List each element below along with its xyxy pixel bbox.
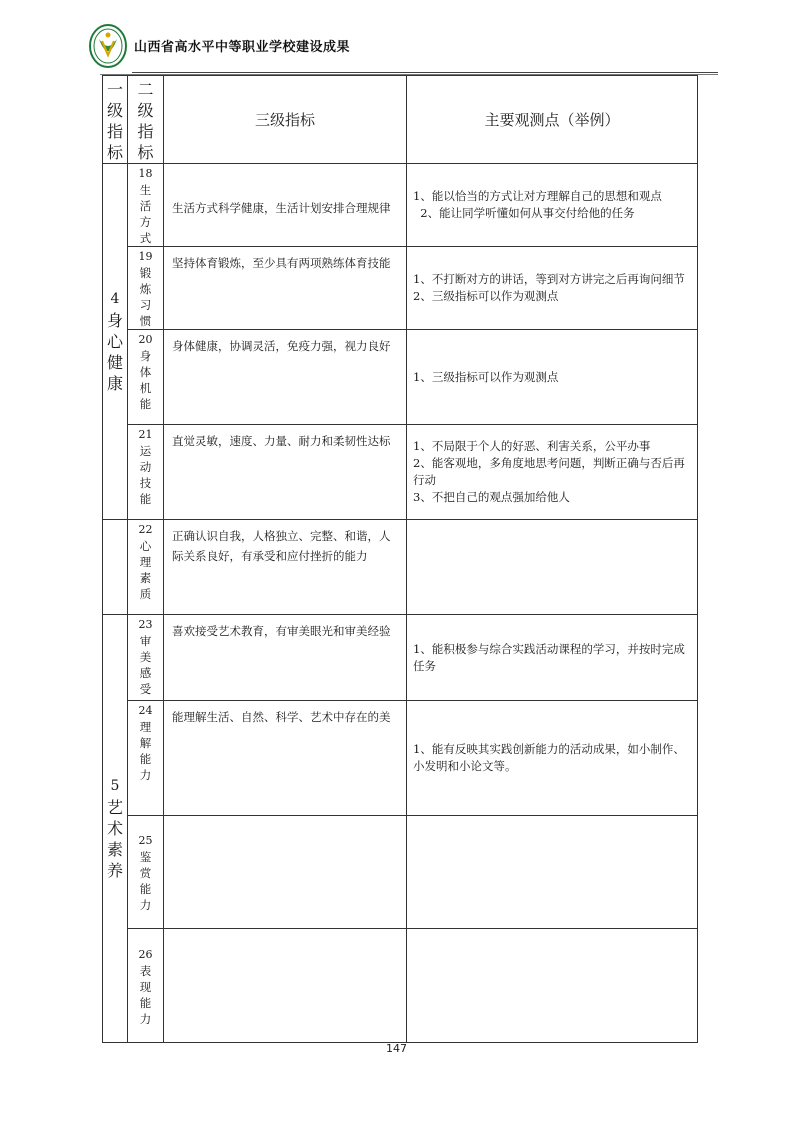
group-char: 健 xyxy=(106,353,123,372)
group-char: 心 xyxy=(106,332,123,351)
subindicator-char: 心 xyxy=(139,539,152,553)
header-title: 山西省高水平中等职业学校建设成果 xyxy=(134,40,351,55)
header-level1-char: 指 xyxy=(106,122,123,141)
subindicator-char: 惯 xyxy=(139,314,152,328)
subindicator-char: 体 xyxy=(139,365,152,379)
subindicator-23 xyxy=(128,615,164,701)
table-row xyxy=(103,330,698,425)
group-art-literacy xyxy=(103,615,128,1043)
subindicator-number: 23 xyxy=(138,618,153,631)
subindicator-number: 25 xyxy=(138,834,153,847)
indicator-table xyxy=(102,75,698,1043)
group-char: 养 xyxy=(106,861,123,880)
subindicator-char: 审 xyxy=(139,634,152,648)
subindicator-char: 生 xyxy=(139,183,152,197)
observation-line: 1、三级指标可以作为观测点 xyxy=(413,369,559,384)
table-row xyxy=(103,164,698,247)
subindicator-number: 18 xyxy=(138,167,153,180)
observation-line: 1、能有反映其实践创新能力的活动成果，如小制作、小发明和小论文等。 xyxy=(413,742,685,773)
observation-line: 1、能以恰当的方式让对方理解自己的思想和观点 xyxy=(413,189,662,203)
observation-cell xyxy=(407,701,698,816)
subindicator-char: 身 xyxy=(139,349,152,363)
group-char: 身 xyxy=(106,311,123,330)
subindicator-21 xyxy=(128,425,164,520)
level3-text xyxy=(164,816,407,929)
observation-cell xyxy=(407,330,698,425)
observation-line: 2、能让同学听懂如何从事交付给他的任务 xyxy=(413,206,635,220)
observation-line: 1、不局限于个人的好恶、利害关系，公平办事 xyxy=(413,439,651,453)
observation-cell xyxy=(407,425,698,520)
subindicator-18 xyxy=(128,164,164,247)
group-number: 5 xyxy=(110,778,120,794)
level3-text xyxy=(164,929,407,1043)
group-physical-mental-health xyxy=(103,164,128,520)
level3-text: 能理解生活、自然、科学、艺术中存在的美 xyxy=(164,701,407,816)
group-number: 4 xyxy=(110,291,120,307)
header-level1-char: 标 xyxy=(106,143,123,162)
observation-cell xyxy=(407,520,698,615)
observation-line: 1、能积极参与综合实践活动课程的学习，并按时完成任务 xyxy=(413,641,685,673)
subindicator-char: 能 xyxy=(139,492,152,506)
subindicator-char: 理 xyxy=(139,555,152,569)
observation-cell xyxy=(407,247,698,330)
header-level2 xyxy=(128,76,164,164)
group-char: 艺 xyxy=(106,798,123,817)
table-row xyxy=(103,929,698,1043)
observation-cell xyxy=(407,164,698,247)
subindicator-char: 现 xyxy=(139,979,152,994)
subindicator-char: 动 xyxy=(139,460,152,474)
header-observation: 主要观测点（举例） xyxy=(407,76,698,164)
subindicator-char: 素 xyxy=(139,571,152,585)
school-logo-icon xyxy=(88,23,128,69)
group-char: 康 xyxy=(106,374,123,393)
group-char: 术 xyxy=(106,819,123,838)
subindicator-number: 22 xyxy=(138,523,153,536)
table-row xyxy=(103,816,698,929)
subindicator-20 xyxy=(128,330,164,425)
subindicator-char: 力 xyxy=(139,1011,152,1026)
group-empty-cell xyxy=(103,520,128,615)
subindicator-number: 19 xyxy=(138,250,153,263)
level3-text: 身体健康，协调灵活，免疫力强，视力良好 xyxy=(164,330,407,425)
level3-text: 正确认识自我，人格独立、完整、和谐，人际关系良好，有承受和应付挫折的能力 xyxy=(164,520,407,615)
subindicator-char: 能 xyxy=(139,995,152,1010)
subindicator-number: 26 xyxy=(138,947,153,961)
level3-text: 直觉灵敏，速度、力量、耐力和柔韧性达标 xyxy=(164,425,407,520)
header-level2-char: 二 xyxy=(137,80,154,99)
header-level2-char: 级 xyxy=(137,101,154,120)
subindicator-char: 能 xyxy=(139,397,152,411)
subindicator-char: 表 xyxy=(139,963,152,978)
group-char: 素 xyxy=(106,840,123,859)
subindicator-char: 炼 xyxy=(139,282,152,296)
table-row xyxy=(103,701,698,816)
subindicator-char: 锻 xyxy=(139,266,152,280)
subindicator-char: 能 xyxy=(139,882,152,896)
subindicator-char: 式 xyxy=(139,231,152,245)
subindicator-char: 鉴 xyxy=(139,850,152,864)
observation-cell xyxy=(407,816,698,929)
subindicator-number: 24 xyxy=(138,704,153,717)
observation-line: 1、不打断对方的讲话，等到对方讲完之后再询问细节 xyxy=(413,272,685,286)
level3-text: 喜欢接受艺术教育，有审美眼光和审美经验 xyxy=(164,615,407,701)
subindicator-number: 21 xyxy=(138,428,153,441)
subindicator-19 xyxy=(128,247,164,330)
subindicator-char: 赏 xyxy=(139,866,152,880)
header-level1 xyxy=(103,76,128,164)
subindicator-char: 美 xyxy=(139,650,152,664)
subindicator-char: 解 xyxy=(139,736,152,750)
subindicator-25 xyxy=(128,816,164,929)
subindicator-char: 活 xyxy=(139,199,152,213)
subindicator-char: 力 xyxy=(139,898,152,912)
header-level2-char: 指 xyxy=(137,122,154,141)
subindicator-char: 质 xyxy=(139,587,152,601)
header-divider xyxy=(132,72,718,73)
subindicator-char: 机 xyxy=(139,381,152,395)
subindicator-22 xyxy=(128,520,164,615)
observation-line: 3、不把自己的观点强加给他人 xyxy=(413,490,570,504)
table-row xyxy=(103,520,698,615)
header-level1-char: 一 xyxy=(106,80,123,99)
subindicator-char: 感 xyxy=(139,666,152,680)
table-row xyxy=(103,615,698,701)
subindicator-char: 受 xyxy=(139,682,152,696)
observation-line: 2、能客观地，多角度地思考问题，判断正确与否后再行动 xyxy=(413,456,685,487)
table-row xyxy=(103,425,698,520)
level3-text: 生活方式科学健康，生活计划安排合理规律 xyxy=(164,164,407,247)
subindicator-number: 20 xyxy=(138,333,153,346)
subindicator-26 xyxy=(128,929,164,1043)
page-number: 147 xyxy=(386,1042,407,1055)
observation-line: 2、三级指标可以作为观测点 xyxy=(413,289,559,303)
page-header xyxy=(0,0,793,75)
level3-text: 坚持体育锻炼，至少具有两项熟练体育技能 xyxy=(164,247,407,330)
header-level1-char: 级 xyxy=(106,101,123,120)
observation-cell xyxy=(407,615,698,701)
subindicator-char: 能 xyxy=(139,752,152,766)
subindicator-24 xyxy=(128,701,164,816)
subindicator-char: 习 xyxy=(139,298,152,312)
observation-cell xyxy=(407,929,698,1043)
subindicator-char: 方 xyxy=(139,215,152,229)
header-level3: 三级指标 xyxy=(164,76,407,164)
subindicator-char: 运 xyxy=(139,444,152,458)
subindicator-char: 力 xyxy=(139,768,152,782)
header-level2-char: 标 xyxy=(137,143,154,162)
subindicator-char: 理 xyxy=(139,720,152,734)
subindicator-char: 技 xyxy=(139,476,152,490)
table-header-row xyxy=(103,76,698,164)
table-row xyxy=(103,247,698,330)
